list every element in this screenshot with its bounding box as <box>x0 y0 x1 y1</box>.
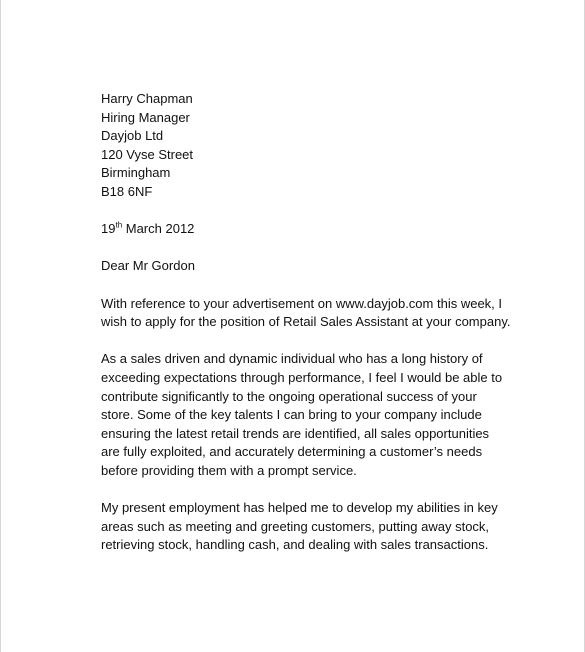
paragraph-line: are fully exploited, and accurately determining a customer’s needs <box>101 444 483 460</box>
paragraph-line: exceeding expectations through performance, I feel I would be able to <box>101 369 503 385</box>
recipient-address <box>101 90 521 202</box>
paragraph-line: contribute significantly to the ongoing operational success of your <box>101 388 477 404</box>
paragraph-line: wish to apply for the position of Retail Sales Assistant at your company. <box>101 314 511 330</box>
date-suffix: th <box>115 220 123 230</box>
paragraph-line: areas such as meeting and greeting customers, putting away stock, <box>101 518 490 534</box>
recipient-name: Harry Chapman <box>101 91 193 106</box>
recipient-city: Birmingham <box>101 165 171 181</box>
paragraph-line: before providing them with a prompt service. <box>101 462 357 478</box>
letter-date <box>101 220 521 239</box>
recipient-company: Dayjob Ltd <box>101 128 164 144</box>
paragraph-line: As a sales driven and dynamic individual who has a long history of <box>101 351 483 367</box>
date-rest: March 2012 <box>122 221 195 237</box>
paragraph-3 <box>101 499 521 555</box>
paragraph-1 <box>101 295 521 332</box>
letter-body <box>101 90 521 573</box>
recipient-postcode: B18 6NF <box>101 183 153 199</box>
salutation-text: Dear Mr Gordon <box>101 258 195 274</box>
salutation <box>101 257 521 276</box>
paragraph-line: My present employment has helped me to develop my abilities in key <box>101 500 498 516</box>
recipient-title: Hiring Manager <box>101 109 190 125</box>
paragraph-2 <box>101 350 521 480</box>
date-day: 19 <box>101 221 116 237</box>
recipient-street: 120 Vyse Street <box>101 146 194 162</box>
paragraph-line: store. Some of the key talents I can bring to your company include <box>101 407 482 423</box>
paragraph-line: With reference to your advertisement on www.dayjob.com this week, I <box>101 295 503 311</box>
paragraph-line: retrieving stock, handling cash, and dealing with sales transactions. <box>101 537 489 553</box>
paragraph-line: ensuring the latest retail trends are identified, all sales opportunities <box>101 425 490 441</box>
